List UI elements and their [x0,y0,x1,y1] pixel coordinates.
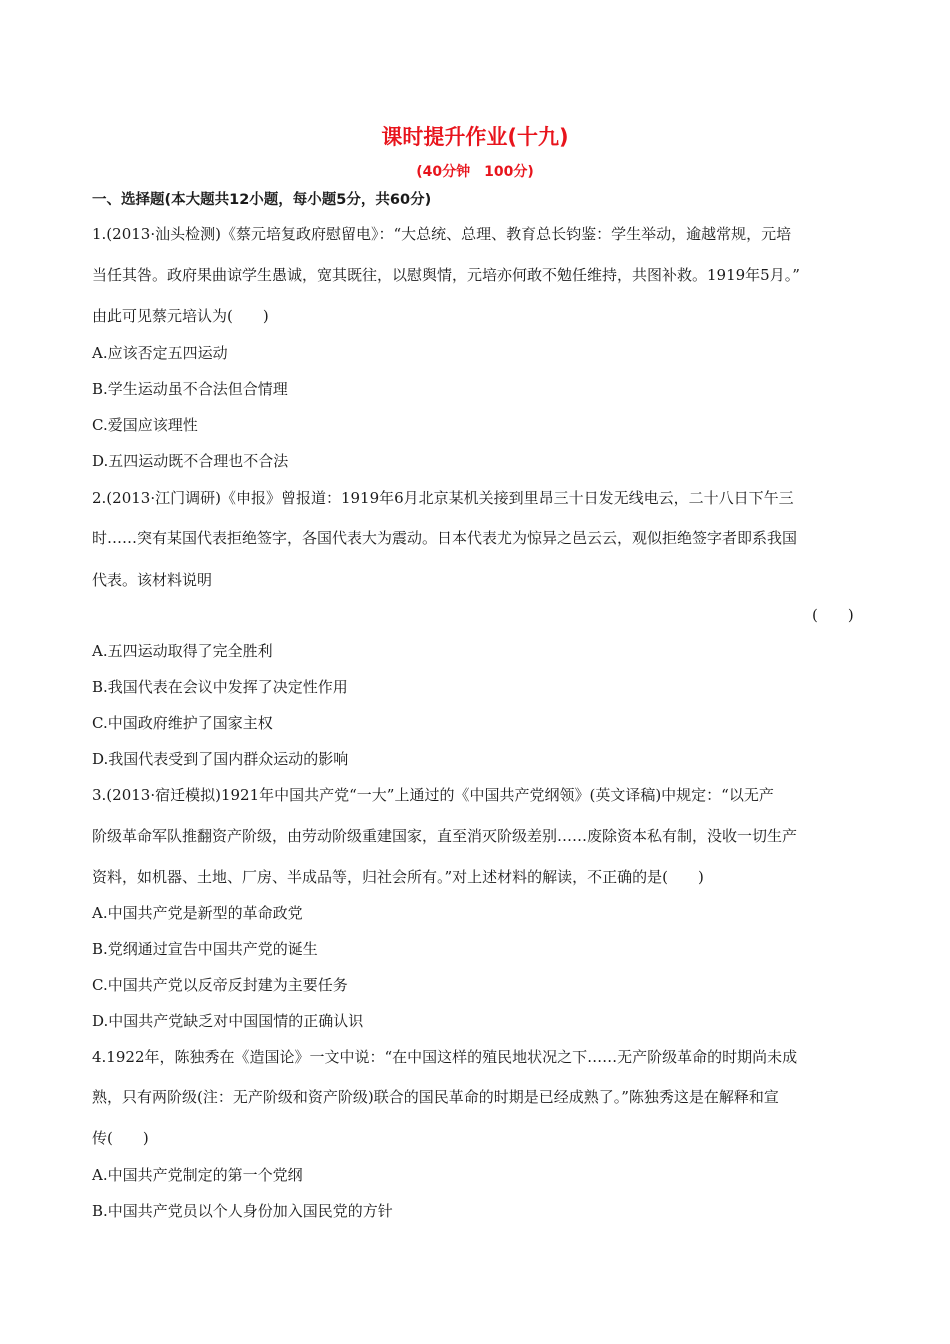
question-2-line-3: 代表。该材料说明 [92,571,213,589]
section-heading: 一、选择题(本大题共12小题，每小题5分，共60分) [92,192,432,208]
question-2-line-1: 2.(2013·江门调研)《申报》曾报道：1919年6月北京某机关接到里昂三十日发无线电云，二十八日下午三 [92,489,794,507]
question-3-option-d: D.中国共产党缺乏对中国国情的正确认识 [92,1012,364,1030]
question-1-option-d: D.五四运动既不合理也不合法 [92,452,289,470]
question-3-line-3: 资料，如机器、土地、厂房、半成品等，归社会所有。”对上述材料的解读，不正确的是( ) [92,868,704,886]
question-3-option-b: B.党纲通过宣告中国共产党的诞生 [92,940,318,958]
question-3-option-a: A.中国共产党是新型的革命政党 [92,904,303,922]
question-4-line-1: 4.1922年，陈独秀在《造国论》一文中说：“在中国这样的殖民地状况之下……无产阶级革命的时期尚未成 [92,1048,798,1066]
question-3-option-c: C.中国共产党以反帝反封建为主要任务 [92,976,348,994]
page-subtitle: (40分钟 100分) [416,164,534,180]
question-2-answer-bracket: ( ) [812,606,854,624]
question-4-option-a: A.中国共产党制定的第一个党纲 [92,1166,303,1184]
question-1-line-3: 由此可见蔡元培认为( ) [92,307,269,325]
question-1-line-1: 1.(2013·汕头检测)《蔡元培复政府慰留电》：“大总统、总理、教育总长钧鉴：学生举动，逾越常规，元培 [92,225,792,243]
question-4-option-b: B.中国共产党员以个人身份加入国民党的方针 [92,1202,393,1220]
question-4-line-2: 熟，只有两阶级(注：无产阶级和资产阶级)联合的国民革命的时期是已经成熟了。”陈独秀这是在解释和宣 [92,1088,779,1106]
question-2-option-c: C.中国政府维护了国家主权 [92,714,273,732]
question-1-option-b: B.学生运动虽不合法但合情理 [92,380,288,398]
question-2-line-2: 时……突有某国代表拒绝签字，各国代表大为震动。日本代表尤为惊异之邑云云，观似拒绝签字者即系我国 [92,529,798,547]
question-1-option-c: C.爱国应该理性 [92,416,198,434]
question-3-line-2: 阶级革命军队推翻资产阶级，由劳动阶级重建国家，直至消灭阶级差别……废除资本私有制，没收一切生产 [92,827,798,845]
question-4-line-3: 传( ) [92,1129,149,1147]
question-3-line-1: 3.(2013·宿迁模拟)1921年中国共产党“一大”上通过的《中国共产党纲领》(英文译稿)中规定：“以无产 [92,786,774,804]
question-2-option-d: D.我国代表受到了国内群众运动的影响 [92,750,349,768]
question-2-option-a: A.五四运动取得了完全胜利 [92,642,273,660]
page-title: 课时提升作业(十九) [381,125,569,149]
question-2-option-b: B.我国代表在会议中发挥了决定性作用 [92,678,348,696]
question-1-option-a: A.应该否定五四运动 [92,344,228,362]
question-1-line-2: 当任其咎。政府果曲谅学生愚诚，宽其既往，以慰舆情，元培亦何敢不勉任维持，共图补救。1919年5月。” [92,266,800,284]
